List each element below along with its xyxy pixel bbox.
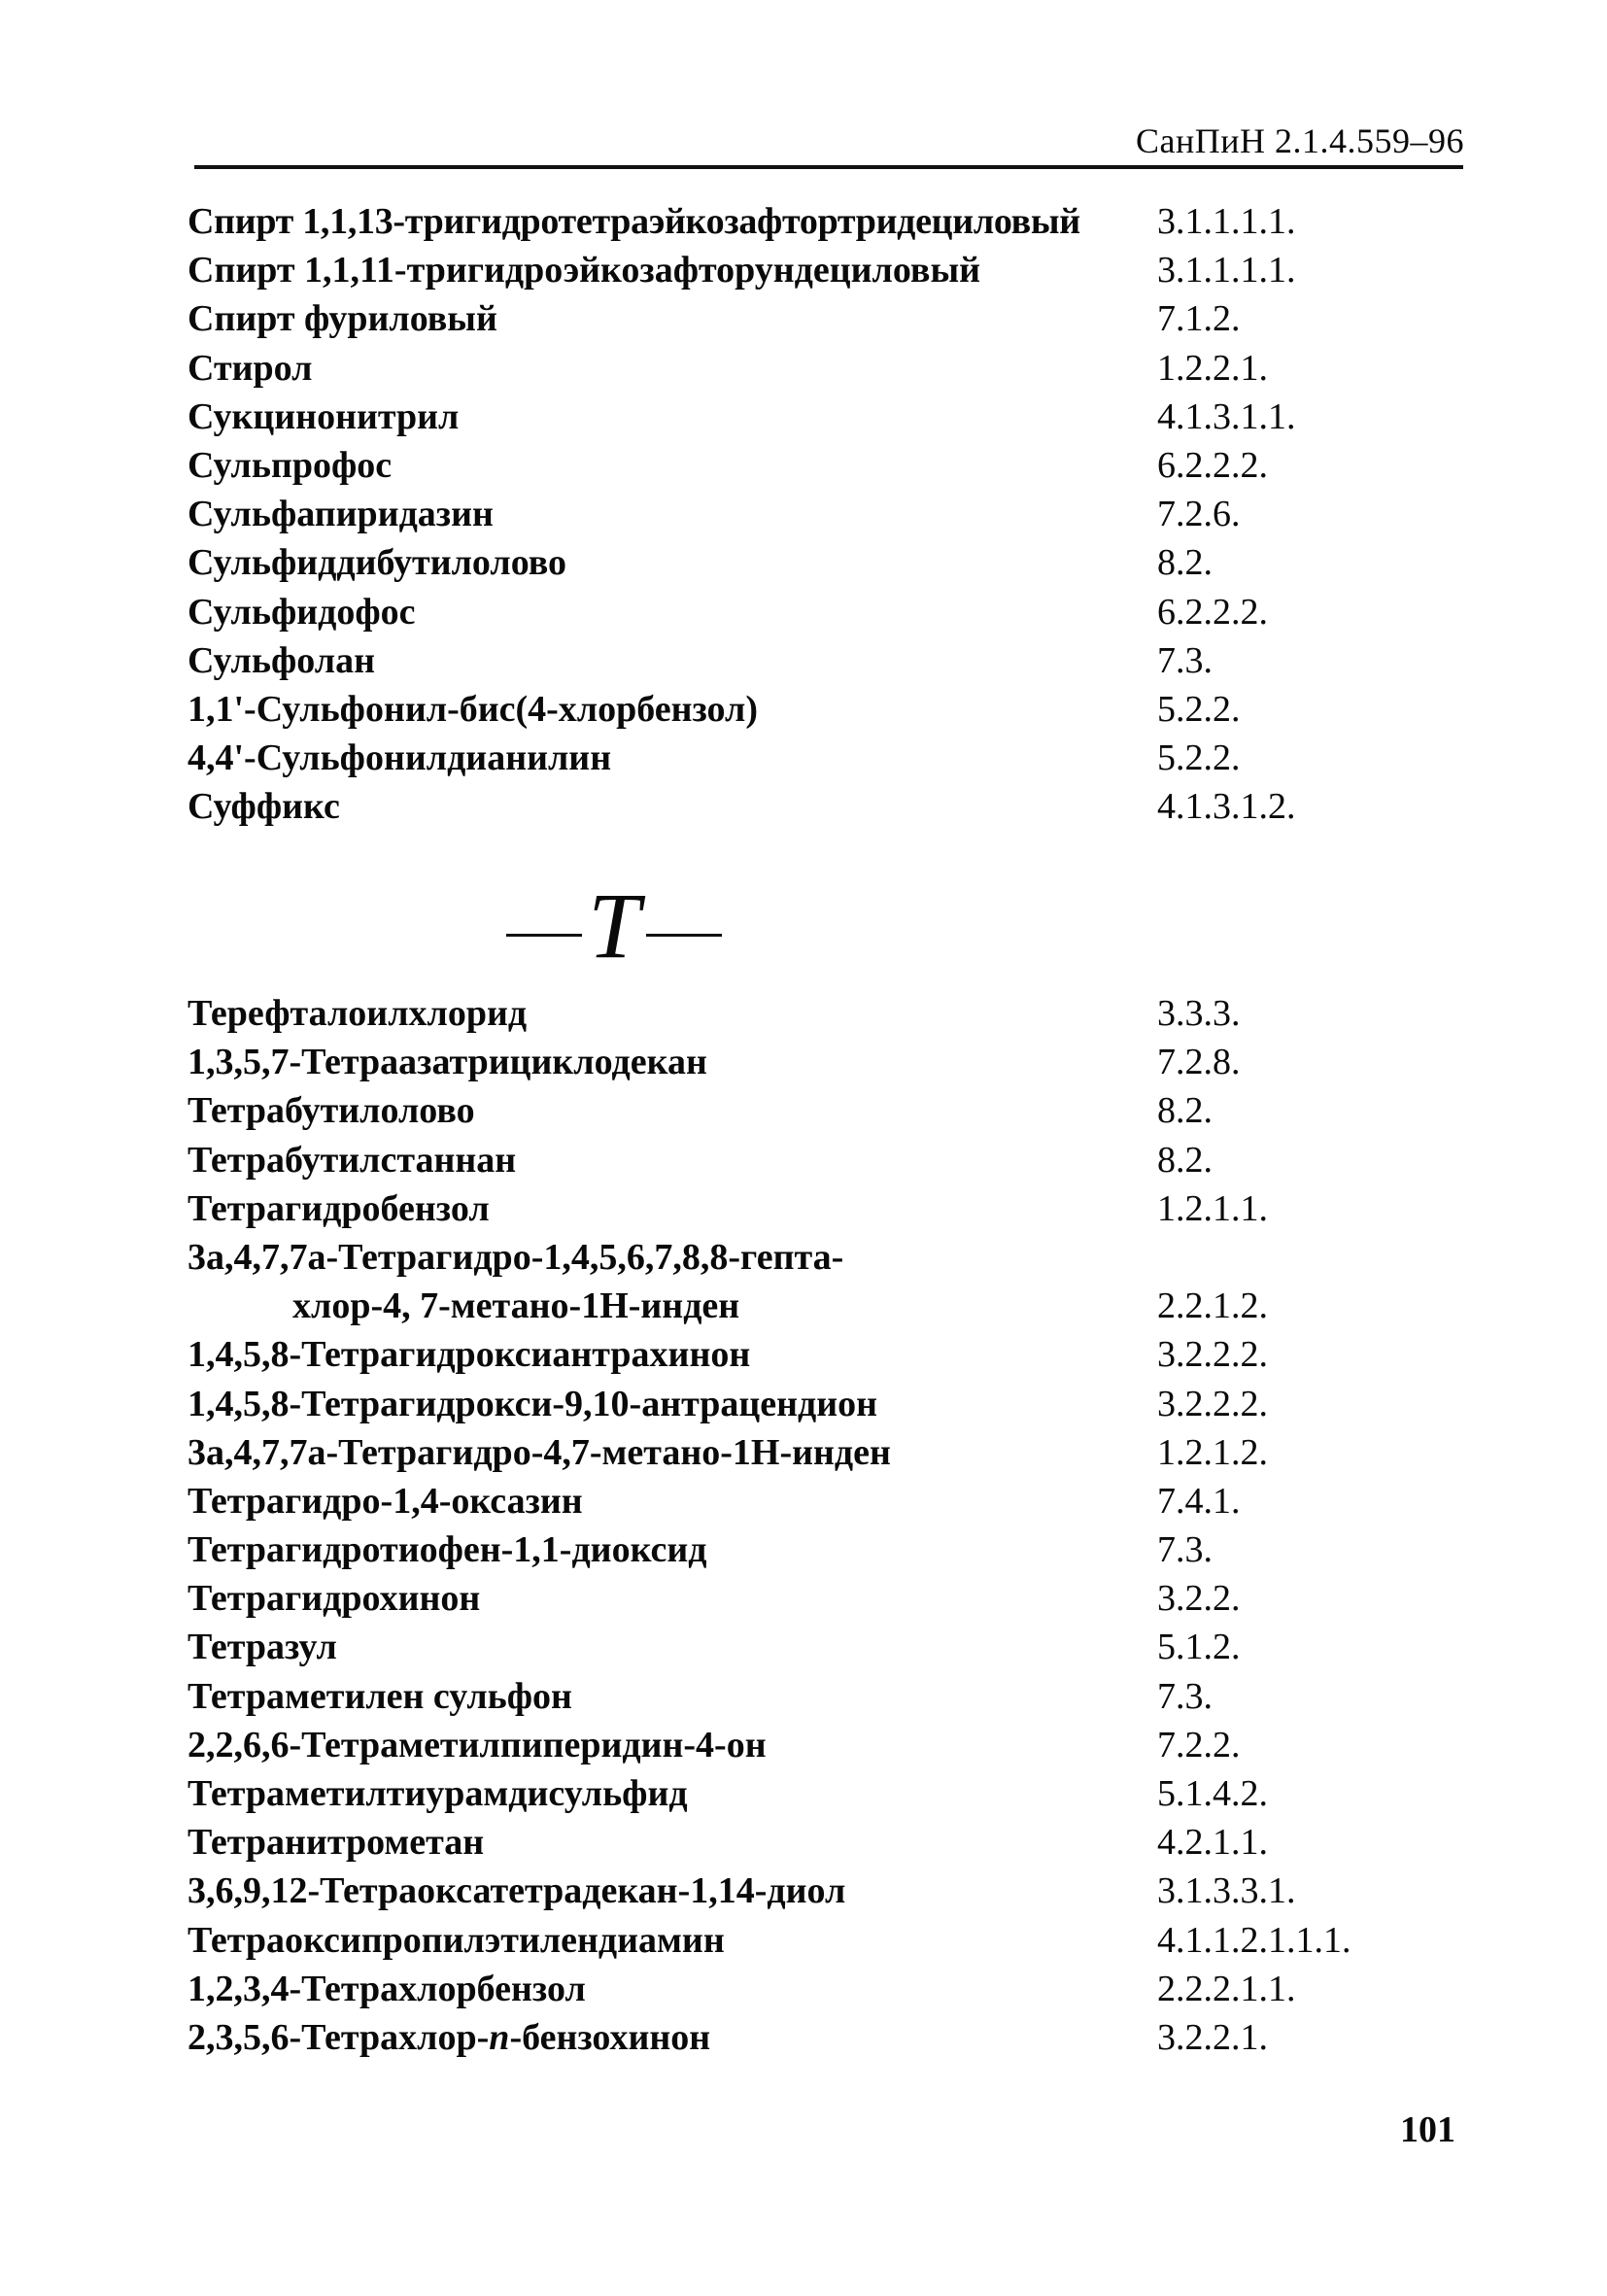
- entry-ref: 5.1.2.: [1157, 1627, 1241, 1668]
- entry-name: [188, 2013, 710, 2062]
- entry-name: Тетраметилтиурамдисульфид: [188, 1773, 688, 1814]
- entry-name: Сукцинонитрил: [188, 395, 460, 437]
- entry-name: 1,2,3,4-Тетрахлорбензол: [188, 1968, 586, 2009]
- heading-dash-left: [506, 934, 582, 937]
- entry-name: Тетрабутилстаннан: [188, 1139, 517, 1181]
- entry-name: 1,1'-Сульфонил-бис(4-хлорбензол): [188, 688, 759, 730]
- index-entry: [188, 1916, 1431, 1965]
- index-entry: [188, 294, 1431, 343]
- document-code: СанПиН 2.1.4.559–96: [1135, 121, 1464, 160]
- index-entry: [188, 490, 1431, 538]
- index-entry: [188, 1136, 1431, 1184]
- entry-ref: 3.1.1.1.1.: [1157, 250, 1296, 291]
- index-entry: [188, 1672, 1431, 1721]
- entry-name: Стирол: [188, 347, 313, 389]
- index-entry: [188, 782, 1431, 831]
- index-entry: [188, 1965, 1431, 2013]
- entry-name: 2,2,6,6-Тетраметилпиперидин-4-он: [188, 1724, 767, 1765]
- entry-name: 4,4'-Сульфонилдианилин: [188, 737, 612, 779]
- entry-ref: 2.2.1.2.: [1157, 1285, 1268, 1327]
- entry-ref: 6.2.2.2.: [1157, 444, 1268, 486]
- index-entry: [188, 1380, 1431, 1428]
- index-entry: [188, 685, 1431, 734]
- entry-ref: 7.3.: [1157, 1675, 1213, 1717]
- entry-ref: 8.2.: [1157, 1090, 1213, 1132]
- entry-name: 1,4,5,8-Тетрагидрокси-9,10-антрацендион: [188, 1383, 878, 1424]
- entry-ref: 7.3.: [1157, 1529, 1213, 1571]
- entry-ref: 7.4.1.: [1157, 1480, 1241, 1522]
- index-entry: [188, 588, 1431, 636]
- entry-name: Спирт 1,1,13-тригидротетраэйкозафтортридециловый: [188, 201, 1080, 242]
- entry-name: 1,3,5,7-Тетраазатрициклодекан: [188, 1042, 707, 1083]
- section-letter-heading: [497, 873, 731, 979]
- entry-ref: 4.1.3.1.2.: [1157, 786, 1296, 828]
- index-entry-continuation: [188, 1282, 1431, 1330]
- index-entry: [188, 1184, 1431, 1233]
- entry-name-tail: -бензохинон: [509, 2016, 711, 2058]
- index-entry: [188, 1818, 1431, 1867]
- page-number: 101: [1400, 2109, 1455, 2150]
- entry-ref: 6.2.2.2.: [1157, 591, 1268, 633]
- entry-name: Тетрагидробензол: [188, 1187, 490, 1229]
- entry-ref: 3.2.2.2.: [1157, 1383, 1268, 1424]
- index-entry: [188, 1525, 1431, 1574]
- entry-ref: 5.2.2.: [1157, 688, 1241, 730]
- index-entry: [188, 2013, 1431, 2062]
- entry-name: Тетрагидротиофен-1,1-диоксид: [188, 1529, 707, 1571]
- index-entry: [188, 1477, 1431, 1525]
- index-entry: [188, 197, 1431, 246]
- entry-ref: 3.2.2.1.: [1157, 2016, 1268, 2058]
- index-entry: [188, 1038, 1431, 1086]
- entry-ref: 1.2.2.1.: [1157, 347, 1268, 389]
- index-section-s: [188, 197, 1431, 831]
- entry-ref: 1.2.1.1.: [1157, 1187, 1268, 1229]
- entry-name: Тетразул: [188, 1627, 337, 1668]
- entry-name: Тетрагидрохинон: [188, 1578, 481, 1620]
- index-entry: [188, 1086, 1431, 1135]
- entry-name: Тетраметилен сульфон: [188, 1675, 572, 1717]
- header-divider: [194, 165, 1463, 169]
- entry-ref: 5.2.2.: [1157, 737, 1241, 779]
- entry-ref: 4.1.1.2.1.1.1.: [1157, 1919, 1351, 1961]
- entry-name: Тетраоксипропилэтилендиамин: [188, 1919, 725, 1961]
- section-letter: Т: [588, 874, 640, 977]
- entry-name-head: 2,3,5,6-Тетрахлор-: [188, 2016, 490, 2058]
- index-entry: [188, 1330, 1431, 1379]
- entry-name: Суффикс: [188, 786, 340, 828]
- entry-ref: 5.1.4.2.: [1157, 1773, 1268, 1814]
- entry-name: 1,4,5,8-Тетрагидроксиантрахинон: [188, 1334, 751, 1376]
- index-entry: [188, 441, 1431, 490]
- entry-ref: 4.1.3.1.1.: [1157, 395, 1296, 437]
- entry-ref: 7.2.2.: [1157, 1724, 1241, 1765]
- entry-ref: 8.2.: [1157, 542, 1213, 584]
- index-section-t: [188, 989, 1431, 2062]
- entry-ref: 2.2.2.1.1.: [1157, 1968, 1296, 2009]
- entry-name: Тетрабутилолово: [188, 1090, 475, 1132]
- index-entry: [188, 989, 1431, 1038]
- entry-name: Спирт 1,1,11-тригидроэйкозафторундециловый: [188, 250, 981, 291]
- entry-ref: 4.2.1.1.: [1157, 1822, 1268, 1864]
- entry-name: 3а,4,7,7а-Тетрагидро-4,7-метано-1Н-инден: [188, 1431, 891, 1473]
- index-entry: [188, 1623, 1431, 1671]
- entry-ref: 3.1.3.3.1.: [1157, 1870, 1296, 1912]
- entry-name: хлор-4, 7-метано-1Н-инден: [292, 1285, 740, 1327]
- entry-name-italic: п: [489, 2016, 510, 2058]
- index-entry: [188, 734, 1431, 782]
- entry-name: 3а,4,7,7а-Тетрагидро-1,4,5,6,7,8,8-гепта-: [188, 1236, 844, 1278]
- entry-name: Сульфиддибутилолово: [188, 542, 567, 584]
- index-entry: [188, 344, 1431, 393]
- entry-name: 3,6,9,12-Тетраоксатетрадекан-1,14-диол: [188, 1870, 846, 1912]
- index-entry: [188, 538, 1431, 587]
- entry-ref: 3.2.2.2.: [1157, 1334, 1268, 1376]
- entry-ref: 1.2.1.2.: [1157, 1431, 1268, 1473]
- index-entry: [188, 636, 1431, 685]
- index-entry: [188, 393, 1431, 441]
- entry-ref: 8.2.: [1157, 1139, 1213, 1181]
- entry-name: Спирт фуриловый: [188, 298, 497, 340]
- entry-name: Терефталоилхлорид: [188, 993, 528, 1034]
- index-entry: [188, 1428, 1431, 1477]
- entry-ref: 7.1.2.: [1157, 298, 1241, 340]
- entry-name: Тетрагидро-1,4-оксазин: [188, 1480, 583, 1522]
- index-entry: [188, 1867, 1431, 1915]
- entry-ref: 7.2.6.: [1157, 494, 1241, 535]
- index-entry: [188, 1721, 1431, 1769]
- index-entry: [188, 1233, 1431, 1282]
- index-entry: [188, 246, 1431, 294]
- entry-name: Сульфидофос: [188, 591, 416, 633]
- entry-name: Сульпрофос: [188, 444, 393, 486]
- entry-name: Тетранитрометан: [188, 1822, 485, 1864]
- entry-ref: 7.2.8.: [1157, 1042, 1241, 1083]
- entry-ref: 3.1.1.1.1.: [1157, 201, 1296, 242]
- entry-ref: 3.2.2.: [1157, 1578, 1241, 1620]
- heading-dash-right: [646, 934, 722, 937]
- entry-ref: 7.3.: [1157, 639, 1213, 681]
- index-entry: [188, 1574, 1431, 1623]
- entry-ref: 3.3.3.: [1157, 993, 1241, 1034]
- index-entry: [188, 1769, 1431, 1818]
- entry-name: Сульфапиридазин: [188, 494, 494, 535]
- entry-name: Сульфолан: [188, 639, 375, 681]
